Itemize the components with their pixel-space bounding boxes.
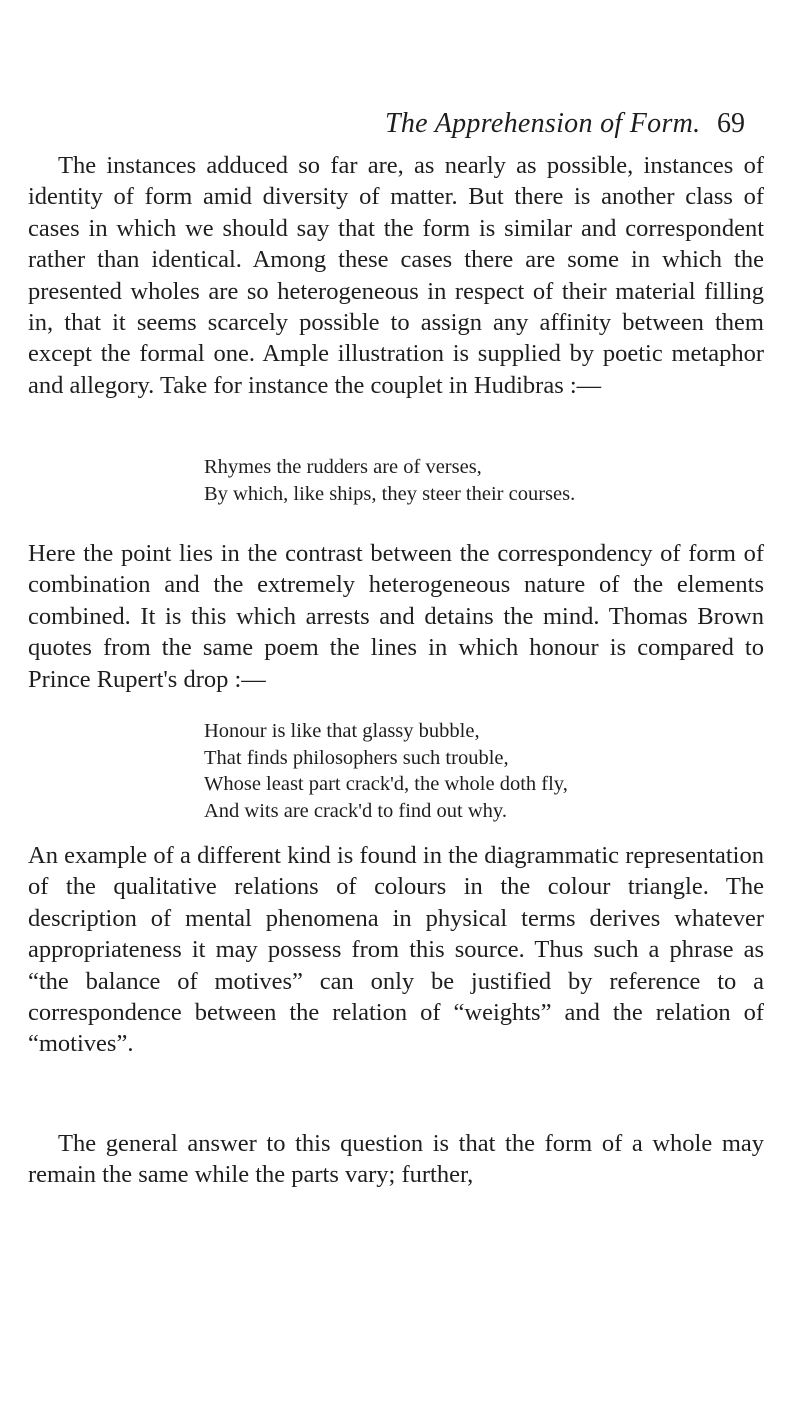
verse-line: And wits are crack'd to find out why.	[204, 799, 507, 822]
paragraph-4: The general answer to this question is that the form of a whole may remain the same while the parts vary; further,	[28, 1130, 764, 1189]
paragraph-2: Here the point lies in the contrast between the correspondency of form of combination and the extremely heterogeneous nature of the elements combined. It is this which arrests and detains the mind. Thomas Brown quotes from the same poem the lines in which honour is compared to Prince Rupert's drop :—	[28, 540, 764, 693]
paragraph-1: The instances adduced so far are, as nearly as possible, instances of identity of form amid diversity of matter. But there is another class of cases in which we should say that the form is similar and correspondent rather than identical. Among these cases there are some in which the presented wholes are so heterogeneous in respect of their material filling in, that it seems scarcely possible to assign any affinity between them except the formal one. Ample illustration is supplied by poetic metaphor and allegory. Take for instance the couplet in Hudibras :—	[28, 152, 764, 399]
verse-line: Honour is like that glassy bubble,	[204, 720, 480, 742]
verse-honour	[204, 718, 568, 824]
paragraph-3-block	[28, 840, 764, 1060]
paragraph-2-block	[28, 538, 764, 695]
paragraph-4-block	[28, 1128, 764, 1191]
paragraph-3: An example of a different kind is found in the diagrammatic representation of the qualitative relations of colours in the colour triangle. The description of mental phenomena in physical terms derives whatever appropriateness it may possess from this source. Thus such a phrase as “the balance of motives” can only be justified by reference to a correspondence between the relation of “weights” and the relation of “motives”.	[28, 842, 764, 1058]
verse-line: Whose least part crack'd, the whole doth fly,	[204, 773, 568, 795]
page-number: 69	[717, 108, 745, 139]
running-title: The Apprehension of Form.	[385, 108, 701, 139]
couplet-hudibras	[204, 454, 575, 507]
verse-line: Rhymes the rudders are of verses,	[204, 456, 482, 478]
paragraph-1-block	[28, 150, 764, 401]
verse-line: That finds philosophers such trouble,	[204, 746, 509, 769]
verse-line: By which, like ships, they steer their courses.	[204, 482, 576, 505]
